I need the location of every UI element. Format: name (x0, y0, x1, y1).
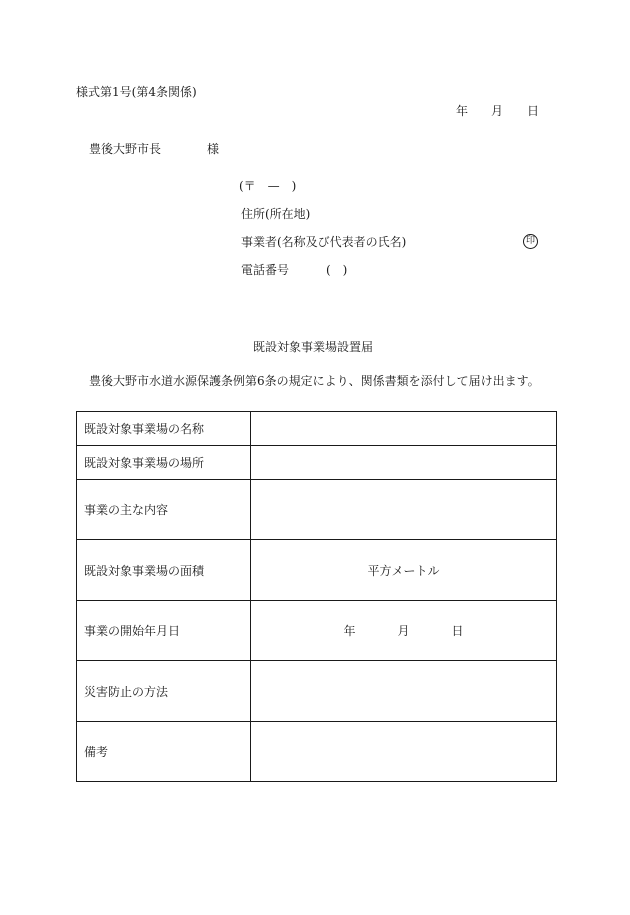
row-label-location: 既設対象事業場の場所 (77, 446, 251, 480)
seal-mark: 印 (523, 234, 538, 249)
row-value-start-date (251, 601, 557, 661)
row-value-disaster (251, 661, 557, 722)
operator-label: 事業者(名称及び代表者の氏名) (241, 235, 407, 249)
table-row (77, 722, 557, 782)
start-date-month: 月 (397, 624, 410, 638)
row-label-business: 事業の主な内容 (77, 480, 251, 540)
row-label-disaster: 災害防止の方法 (77, 661, 251, 722)
start-date-day: 日 (451, 624, 464, 638)
table-row (77, 601, 557, 661)
table-row (77, 540, 557, 601)
date-month-label: 月 (491, 104, 504, 118)
row-value-location (251, 446, 557, 480)
addressee-honorific: 様 (207, 142, 220, 156)
table-row (77, 661, 557, 722)
row-label-remarks: 備考 (77, 722, 251, 782)
start-date-year: 年 (343, 624, 356, 638)
row-value-name (251, 412, 557, 446)
info-table (76, 411, 557, 782)
row-value-remarks (251, 722, 557, 782)
table-row (77, 480, 557, 540)
row-value-business (251, 480, 557, 540)
form-number: 様式第1号(第4条関係) (76, 85, 197, 99)
row-label-name: 既設対象事業場の名称 (77, 412, 251, 446)
date-year-label: 年 (456, 104, 469, 118)
phone-label: 電話番号 (241, 263, 290, 277)
table-row (77, 446, 557, 480)
date-day-label: 日 (527, 104, 540, 118)
row-label-start-date: 事業の開始年月日 (77, 601, 251, 661)
table-row (77, 412, 557, 446)
document-title: 既設対象事業場設置届 (253, 340, 374, 354)
row-value-area: 平方メートル (251, 540, 557, 601)
row-label-area: 既設対象事業場の面積 (77, 540, 251, 601)
address-label: 住所(所在地) (241, 207, 311, 221)
addressee-name: 豊後大野市長 (89, 142, 162, 156)
phone-paren: ( ) (326, 263, 348, 277)
postal-code-field: (〒 — ) (239, 179, 297, 193)
body-text: 豊後大野市水道水源保護条例第6条の規定により、関係書類を添付して届け出ます。 (89, 374, 540, 388)
